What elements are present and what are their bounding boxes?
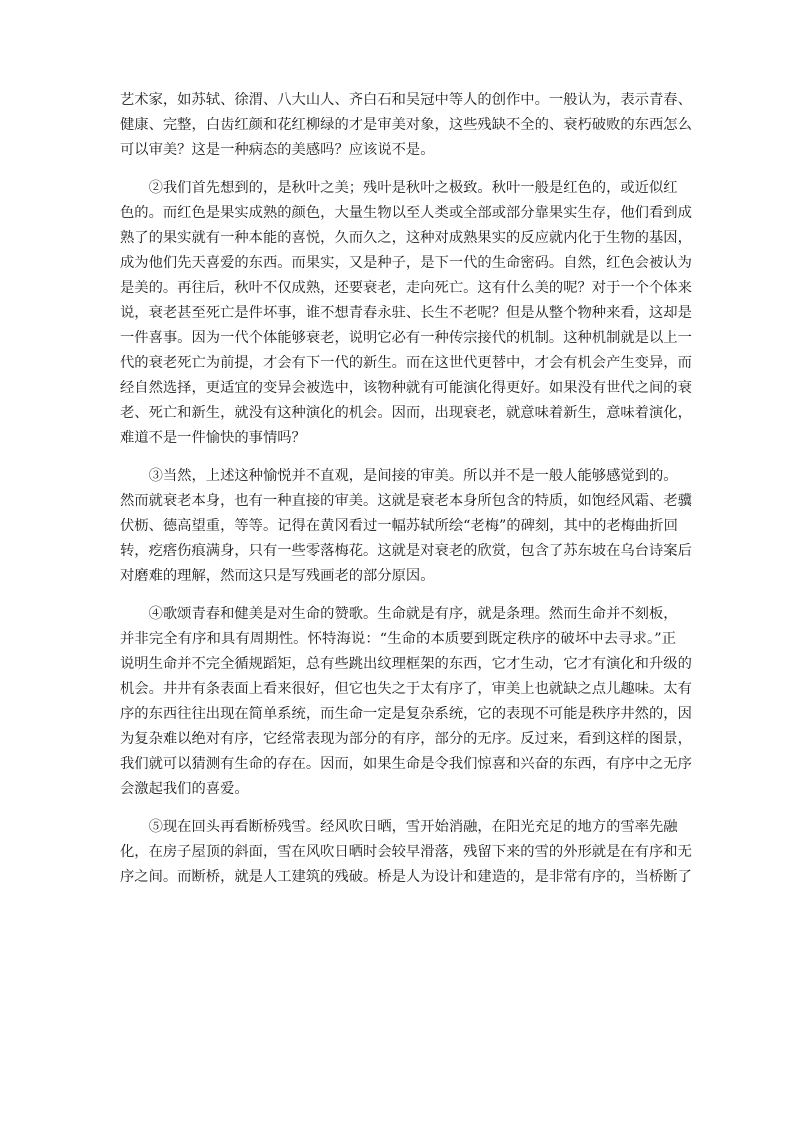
text-line: 难道不是一件愉快的事情吗？ <box>120 430 306 446</box>
text-line: 会激起我们的喜爱。 <box>120 781 249 797</box>
text-line: 序的东西往往出现在简单系统，而生命一定是复杂系统，它的表现不可能是秩序井然的，因 <box>120 706 692 722</box>
body-text <box>120 88 692 903</box>
paragraph <box>120 176 692 451</box>
text-line: ④歌颂青春和健美是对生命的赞歌。生命就是有序，就是条理。然而生命并不刻板， <box>120 606 678 622</box>
paragraph <box>120 88 692 163</box>
paragraph <box>120 464 692 589</box>
text-line: 转，疙瘩伤痕满身，只有一些零落梅花。这就是对衰老的欣赏，包含了苏东坡在乌台诗案后 <box>120 543 692 559</box>
text-line: 经自然选择，更适宜的变异会被选中，该物种就有可能演化得更好。如果没有世代之间的衰 <box>120 380 692 396</box>
text-line: 化，在房子屋顶的斜面，雪在风吹日晒时会较早滑落，残留下来的雪的外形就是在有序和无 <box>120 844 692 860</box>
text-line: ③当然，上述这种愉悦并不直观，是间接的审美。所以并不是一般人能够感觉到的。 <box>120 468 678 484</box>
text-line: 可以审美？这是一种病态的美感吗？应该说不是。 <box>120 142 435 158</box>
text-line: ②我们首先想到的，是秋叶之美；残叶是秋叶之极致。秋叶一般是红色的，或近似红 <box>120 180 678 196</box>
text-line: 机会。井井有条表面上看来很好，但它也失之于太有序了，审美上也就缺之点儿趣味。太有 <box>120 681 692 697</box>
text-line: 一件喜事。因为一代个体能够衰老，说明它必有一种传宗接代的机制。这种机制就是以上一 <box>120 330 692 346</box>
paragraph <box>120 602 692 802</box>
text-line: 健康、完整，白齿红颜和花红柳绿的才是审美对象，这些残缺不全的、衰朽破败的东西怎么 <box>120 117 692 133</box>
text-line: 成为他们先天喜爱的东西。而果实，又是种子，是下一代的生命密码。自然，红色会被认为 <box>120 255 692 271</box>
paragraph <box>120 815 692 890</box>
text-line: 是美的。再往后，秋叶不仅成熟，还要衰老，走向死亡。这有什么美的呢？对于一个个体来 <box>120 280 692 296</box>
text-line: 说，衰老甚至死亡是件坏事，谁不想青春永驻、长生不老呢？但是从整个物种来看，这却是 <box>120 305 692 321</box>
text-line: 熟了的果实就有一种本能的喜悦，久而久之，这种对成熟果实的反应就内化于生物的基因， <box>120 230 692 246</box>
text-line: 伏枥、德高望重，等等。记得在黄冈看过一幅苏轼所绘“老梅”的碑刻，其中的老梅曲折回 <box>120 518 678 534</box>
text-line: 代的衰老死亡为前提，才会有下一代的新生。而在这世代更替中，才会有机会产生变异，而 <box>120 355 692 371</box>
text-line: 说明生命并不完全循规蹈矩，总有些跳出纹理框架的东西，它才生动，它才有演化和升级的 <box>120 656 692 672</box>
text-line: 然而就衰老本身，也有一种直接的审美。这就是衰老本身所包含的特质，如饱经风霜、老骥 <box>120 493 692 509</box>
text-line: 并非完全有序和具有周期性。怀特海说：“生命的本质要到既定秩序的破坏中去寻求。”正 <box>120 631 676 647</box>
text-line: 对磨难的理解，然而这只是写残画老的部分原因。 <box>120 568 435 584</box>
text-line: 老、死亡和新生，就没有这种演化的机会。因而，出现衰老，就意味着新生，意味着演化， <box>120 405 692 421</box>
text-line: ⑤现在回头再看断桥残雪。经风吹日晒，雪开始消融，在阳光充足的地方的雪率先融 <box>120 819 678 835</box>
text-line: 我们就可以猜测有生命的存在。因而，如果生命是令我们惊喜和兴奋的东西，有序中之无序 <box>120 756 692 772</box>
text-line: 色的。而红色是果实成熟的颜色，大量生物以至人类或全部或部分靠果实生存，他们看到成 <box>120 205 692 221</box>
text-line: 艺术家，如苏轼、徐渭、八大山人、齐白石和吴冠中等人的创作中。一般认为，表示青春、 <box>120 92 692 108</box>
text-line: 为复杂难以绝对有序，它经常表现为部分的有序，部分的无序。反过来，看到这样的图景， <box>120 731 692 747</box>
text-line: 序之间。而断桥，就是人工建筑的残破。桥是人为设计和建造的，是非常有序的，当桥断了 <box>120 869 692 885</box>
